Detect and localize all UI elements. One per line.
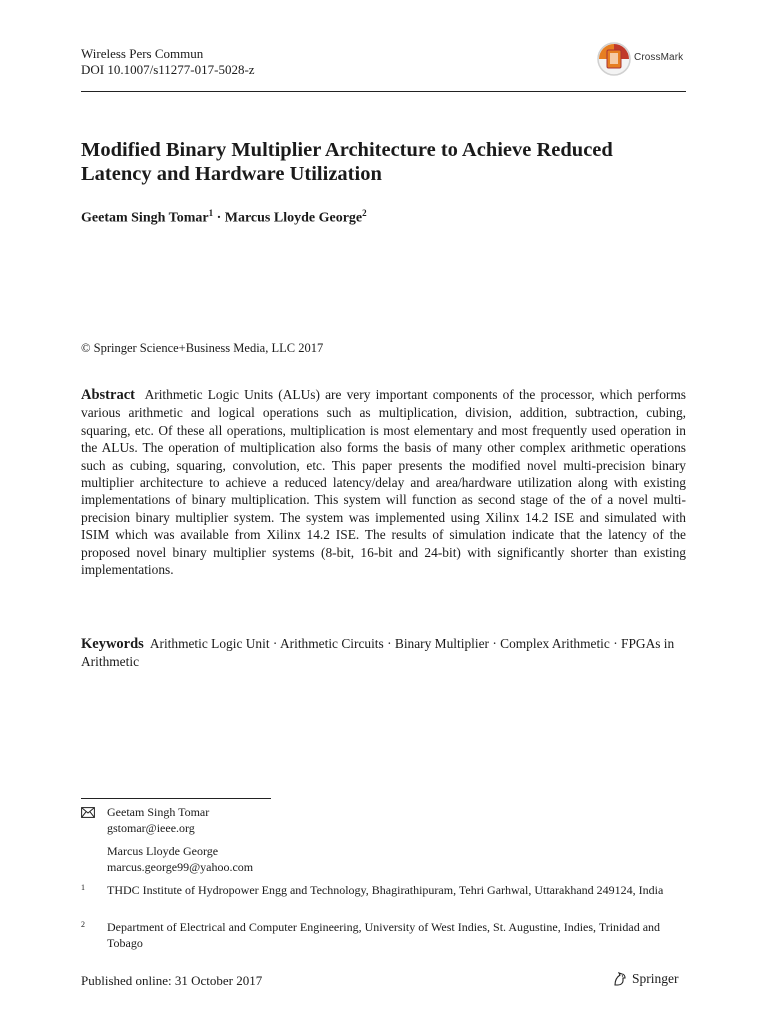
affiliation-text: THDC Institute of Hydropower Engg and Technology, Bhagirathipuram, Tehri Garhwal, Uttarakhand 249124, India xyxy=(107,883,664,897)
affiliation-number: 1 xyxy=(81,883,85,892)
keywords xyxy=(81,635,686,671)
paper-title: Modified Binary Multiplier Architecture to Achieve Reduced Latency and Hardware Utilization xyxy=(81,139,613,185)
journal-header xyxy=(81,46,255,78)
author-name: Marcus Lloyde George xyxy=(224,210,363,226)
affiliation xyxy=(81,920,686,951)
publisher-logo xyxy=(612,971,679,987)
abstract-text: Arithmetic Logic Units (ALUs) are very important components of the processor, which performs various arithmetic and logical operations such as multiplication, division, addition, subtraction, cubing, squaring, etc. Of these all operations, multiplication is most elementary and most frequently used operation in the ALUs. The operation of multiplication also forms the basis of many other complex arithmetic operations such as cubing, squaring, convolution, etc. This paper presents the modified novel multi-precision binary multiplier architecture to achieve a reduced latency/delay and area/hardware utilization along with existing implementations of binary multiplication. This system will function as second stage of the of a novel multi-precision binary multiplier system. The system was implemented using Xilinx 14.2 ISE and simulated with ISIM which was available from Xilinx 14.2 ISE. The results of simulation indicate that the latency of the proposed novel binary multiplier systems (8-bit, 16-bit and 24-bit) with significantly shorter than existing implementations. xyxy=(81,387,686,578)
publisher-name: Springer xyxy=(632,971,679,986)
journal-name: Wireless Pers Commun xyxy=(81,46,204,61)
crossmark-logo-icon xyxy=(596,41,632,77)
author-separator: · xyxy=(213,210,225,226)
contact-name: Marcus Lloyde George xyxy=(107,844,219,858)
abstract xyxy=(81,386,686,578)
footnote-rule xyxy=(81,798,271,799)
crossmark-label: CrossMark xyxy=(634,52,684,63)
author-affiliation-mark: 2 xyxy=(362,208,367,218)
doi: DOI 10.1007/s11277-017-5028-z xyxy=(81,62,255,77)
published-date: Published online: 31 October 2017 xyxy=(81,973,263,988)
header-rule xyxy=(81,91,686,92)
keywords-text: Arithmetic Logic Unit · Arithmetic Circuits · Binary Multiplier · Complex Arithmetic · FPGAs in Arithmetic xyxy=(81,636,675,669)
contact-entry xyxy=(81,844,253,875)
contact-name: Geetam Singh Tomar xyxy=(107,805,210,819)
affiliation-text: Department of Electrical and Computer Engineering, University of West Indies, St. Augustine, Indies, Trinidad and Tobago xyxy=(107,920,661,950)
affiliation xyxy=(81,883,686,899)
affiliation-number: 2 xyxy=(81,920,85,929)
contact-email[interactable]: gstomar@ieee.org xyxy=(107,820,195,835)
springer-horse-icon xyxy=(612,971,628,987)
abstract-label: Abstract xyxy=(81,387,135,403)
author-list xyxy=(81,208,367,227)
contact-email[interactable]: marcus.george99@yahoo.com xyxy=(107,859,254,874)
corresponding-contacts xyxy=(81,805,253,875)
crossmark-badge[interactable] xyxy=(596,41,692,77)
contact-entry xyxy=(81,805,253,836)
keywords-label: Keywords xyxy=(81,636,144,652)
copyright-notice: © Springer Science+Business Media, LLC 2017 xyxy=(81,341,324,355)
author-affiliation-mark: 1 xyxy=(208,208,214,218)
envelope-icon xyxy=(81,807,95,818)
author-name: Geetam Singh Tomar xyxy=(81,210,209,226)
